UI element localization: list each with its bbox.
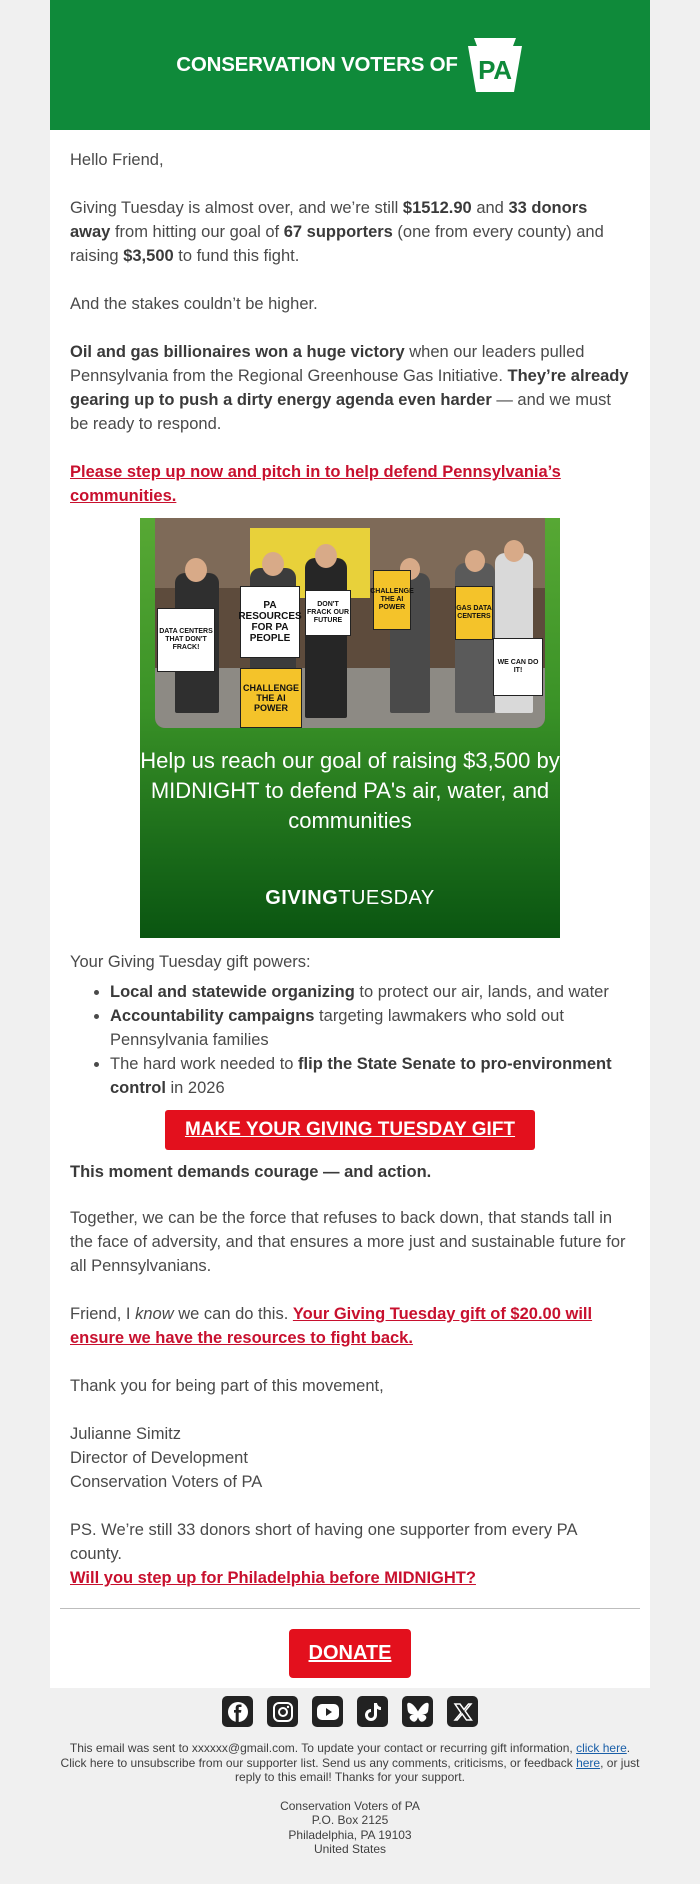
- goal-amount: $3,500: [123, 247, 174, 265]
- gift-amount-link[interactable]: Your Giving Tuesday gift of $20.00 will ensure we have the resources to fight back.: [70, 1305, 593, 1347]
- giving-tuesday-gift-button[interactable]: MAKE YOUR GIVING TUESDAY GIFT: [165, 1110, 535, 1150]
- header-banner: [50, 0, 650, 130]
- signer-org: Conservation Voters of PA: [70, 1473, 263, 1491]
- social-icons: [0, 1696, 700, 1727]
- list-item: • The hard work needed to flip the State Senate to pro-environment control in 2026: [110, 1052, 630, 1100]
- powers-intro: Your Giving Tuesday gift powers:: [70, 953, 311, 971]
- philadelphia-link[interactable]: Will you step up for Philadelphia before MIDNIGHT?: [70, 1569, 476, 1587]
- donors-away: 33 donors away: [70, 199, 588, 241]
- list-item: • Local and statewide organizing to protect our air, lands, and water: [110, 980, 630, 1004]
- pitch-in-link[interactable]: Please step up now and pitch in to help defend Pennsylvania’s communities.: [70, 463, 561, 505]
- update-info-link[interactable]: click here: [576, 1741, 627, 1755]
- footer-line-1: This email was sent to xxxxxx@gmail.com. To update your contact or recurring gift information, click here.: [69, 1741, 631, 1755]
- tiktok-icon[interactable]: [357, 1696, 388, 1727]
- mailing-address: Conservation Voters of PA P.O. Box 2125 Philadelphia, PA 19103 United States: [280, 1798, 420, 1856]
- giving-tuesday-logo: GIVINGTUESDAY: [265, 887, 435, 909]
- signer-title: Director of Development: [70, 1449, 248, 1467]
- youtube-icon[interactable]: [312, 1696, 343, 1727]
- hero-image[interactable]: [140, 518, 560, 938]
- footer: [50, 1741, 650, 1857]
- brand-badge: PA: [477, 55, 512, 85]
- x-icon[interactable]: [447, 1696, 478, 1727]
- sign-pa-resources: PA RESOURCES FOR PA PEOPLE: [240, 586, 300, 658]
- courage-line: This moment demands courage — and action.: [70, 1163, 432, 1181]
- goal-supporters: 67 supporters: [283, 223, 393, 241]
- paragraph-stakes: And the stakes couldn’t be higher.: [70, 295, 318, 313]
- facebook-icon[interactable]: [222, 1696, 253, 1727]
- brand-text: CONSERVATION VOTERS OF: [176, 53, 458, 76]
- sign-dont-frack: DON'T FRACK OUR FUTURE: [305, 590, 351, 636]
- email-body: [50, 130, 650, 1590]
- donate-button[interactable]: DONATE: [289, 1629, 412, 1678]
- bluesky-icon[interactable]: [402, 1696, 433, 1727]
- list-item: • Accountability campaigns targeting lawmakers who sold out Pennsylvania families: [110, 1004, 630, 1052]
- brand-logo[interactable]: [176, 36, 524, 94]
- paragraph-together: Together, we can be the force that refuses to back down, that stands tall in the face of adversity, and that ensures a more just and sustainable future for all Pennsylvanians.: [70, 1209, 626, 1275]
- pa-keystone-icon: [466, 36, 524, 94]
- powers-list: [70, 980, 630, 1100]
- divider: [60, 1608, 640, 1609]
- sign-challenge-ai: CHALLENGE THE AI POWER: [240, 668, 302, 728]
- hero-message: Help us reach our goal of raising $3,500 by MIDNIGHT to defend PA's air, water, and communities: [140, 748, 560, 833]
- signature: [70, 1422, 630, 1494]
- amount-left: $1512.90: [402, 199, 472, 217]
- instagram-icon[interactable]: [267, 1696, 298, 1727]
- paragraph-victory: Oil and gas billionaires won a huge victory when our leaders pulled Pennsylvania from the Regional Greenhouse Gas Initiative. They’re already gearing up to push a dirty energy agenda even harder — and we must be ready to respond.: [70, 343, 629, 433]
- footer-line-2: Click here to unsubscribe from our supporter list. Send us any comments, criticisms, or feedback here, or just reply to this email! Thanks for your support.: [60, 1755, 640, 1784]
- sign-challenge-ai-2: CHALLENGE THE AI POWER: [373, 570, 411, 630]
- email-container: [50, 0, 650, 1688]
- thank-you: Thank you for being part of this movement,: [70, 1377, 384, 1395]
- feedback-link[interactable]: here: [576, 1755, 601, 1770]
- greeting: Hello Friend,: [70, 151, 164, 169]
- rally-photo: [155, 518, 545, 728]
- postscript: PS. We’re still 33 donors short of having one supporter from every PA county. Will you step up for Philadelphia before MIDNIGHT?: [70, 1521, 577, 1587]
- paragraph-friend: Friend, I know we can do this. Your Giving Tuesday gift of $20.00 will ensure we have the resources to fight back.: [70, 1305, 593, 1347]
- sign-data-centers: DATA CENTERS THAT DON'T FRACK!: [157, 608, 215, 672]
- sign-we-can-do-it: WE CAN DO IT!: [493, 638, 543, 696]
- signer-name: Julianne Simitz: [70, 1425, 181, 1443]
- sign-gas-data-centers: GAS DATA CENTERS: [455, 586, 493, 640]
- paragraph-goal: Giving Tuesday is almost over, and we’re still $1512.90 and 33 donors away from hitting our goal of 67 supporters (one from every county) and raising $3,500 to fund this fight.: [70, 199, 604, 265]
